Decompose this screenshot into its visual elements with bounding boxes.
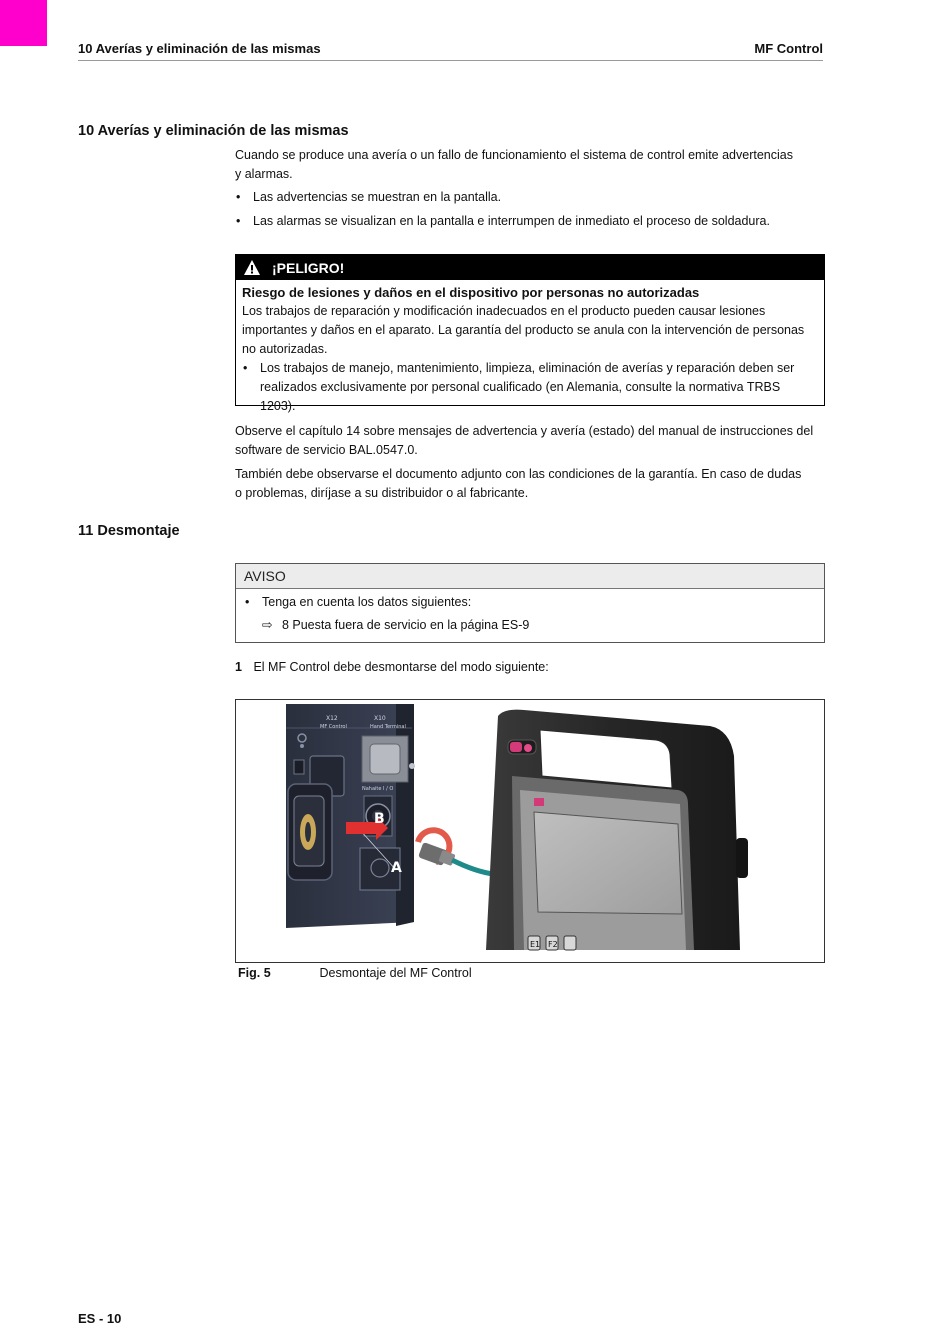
section-10-heading: 10 Averías y eliminación de las mismas [78, 123, 349, 139]
panel-label: X12 [326, 715, 338, 722]
section-11-heading: 11 Desmontaje [78, 523, 180, 539]
intro-line-1: Cuando se produce una avería o un fallo de funcionamiento el sistema de control emite advertencias [235, 148, 793, 162]
danger-title: Riesgo de lesiones y daños en el dispositivo por personas no autorizadas [242, 285, 700, 300]
figure-caption [238, 966, 472, 980]
control-panel [286, 704, 415, 928]
header-product-name: MF Control [754, 41, 823, 56]
header-chapter-title: 10 Averías y eliminación de las mismas [78, 41, 321, 56]
note-paragraph: Observe el capítulo 14 sobre mensajes de advertencia y avería (estado) del manual de instrucciones del software de servicio BAL.0547.0. [235, 424, 814, 457]
danger-header [236, 255, 824, 280]
marker-label-b: B [374, 811, 385, 827]
figure-image [235, 699, 825, 963]
cross-reference-link[interactable]: ⇨ 8 Puesta fuera de servicio en la página ES-9 [262, 618, 530, 632]
connector-cable [418, 842, 494, 874]
bullet-text: Las advertencias se muestran en la pantalla. [253, 190, 502, 204]
danger-text: Los trabajos de reparación y modificación inadecuados en el producto pueden causar lesiones importantes y daños en el aparato. La garantía del producto se anula con la intervención de personas no autorizadas. [242, 304, 805, 356]
disassembly-illustration [236, 700, 824, 962]
list-item: • Las alarmas se visualizan en la pantalla e interrumpen de inmediato el proceso de soldadura. [236, 214, 770, 228]
page-number: ES - 10 [78, 1311, 122, 1326]
hand-terminal [486, 710, 748, 950]
danger-label: ¡PELIGRO! [272, 259, 345, 276]
panel-label: Nahaite I / O [362, 786, 394, 792]
running-header [78, 40, 823, 61]
arrow-right-icon: ⇨ [262, 618, 273, 632]
intro-line-2: y alarmas. [235, 167, 293, 181]
danger-bullet: • Los trabajos de manejo, mantenimiento, limpieza, eliminación de averías y reparación deben ser realizados exclusivamente por personal cualificado (en Alemania, consulte la normativa TRBS 1203). [243, 361, 795, 413]
intro-paragraph [235, 146, 825, 184]
print-registration-mark [0, 0, 47, 46]
bullet-text: Las alarmas se visualizan en la pantalla e interrumpen de inmediato el proceso de soldadura. [253, 214, 770, 228]
section-10-intro [235, 146, 825, 236]
marker-label-a: A [391, 860, 402, 876]
section-10-notes [235, 422, 825, 508]
figure-caption-text: Desmontaje del MF Control [319, 966, 472, 980]
panel-label: X10 [374, 715, 386, 722]
note-paragraph: También debe observarse el documento adjunto con las condiciones de la garantía. En caso de dudas o problemas, diríjase a su distribuidor o al fabricante. [235, 467, 802, 500]
panel-label: MF Control [320, 724, 347, 730]
list-item: • Las advertencias se muestran en la pantalla. [236, 190, 502, 204]
key-label: F2 [548, 940, 558, 949]
step-text: El MF Control debe desmontarse del modo siguiente: [253, 660, 549, 674]
step-number: 1 [235, 660, 242, 674]
panel-label: Hand Terminal [370, 724, 406, 730]
procedure-step [235, 660, 549, 674]
warning-triangle-icon [244, 260, 260, 275]
danger-notice [235, 254, 825, 413]
notice-bullet: • Tenga en cuenta los datos siguientes: [245, 595, 472, 609]
key-label: E1 [530, 940, 541, 949]
figure-label: Fig. 5 [238, 966, 271, 980]
notice-box [235, 563, 825, 643]
notice-label: AVISO [236, 564, 824, 589]
